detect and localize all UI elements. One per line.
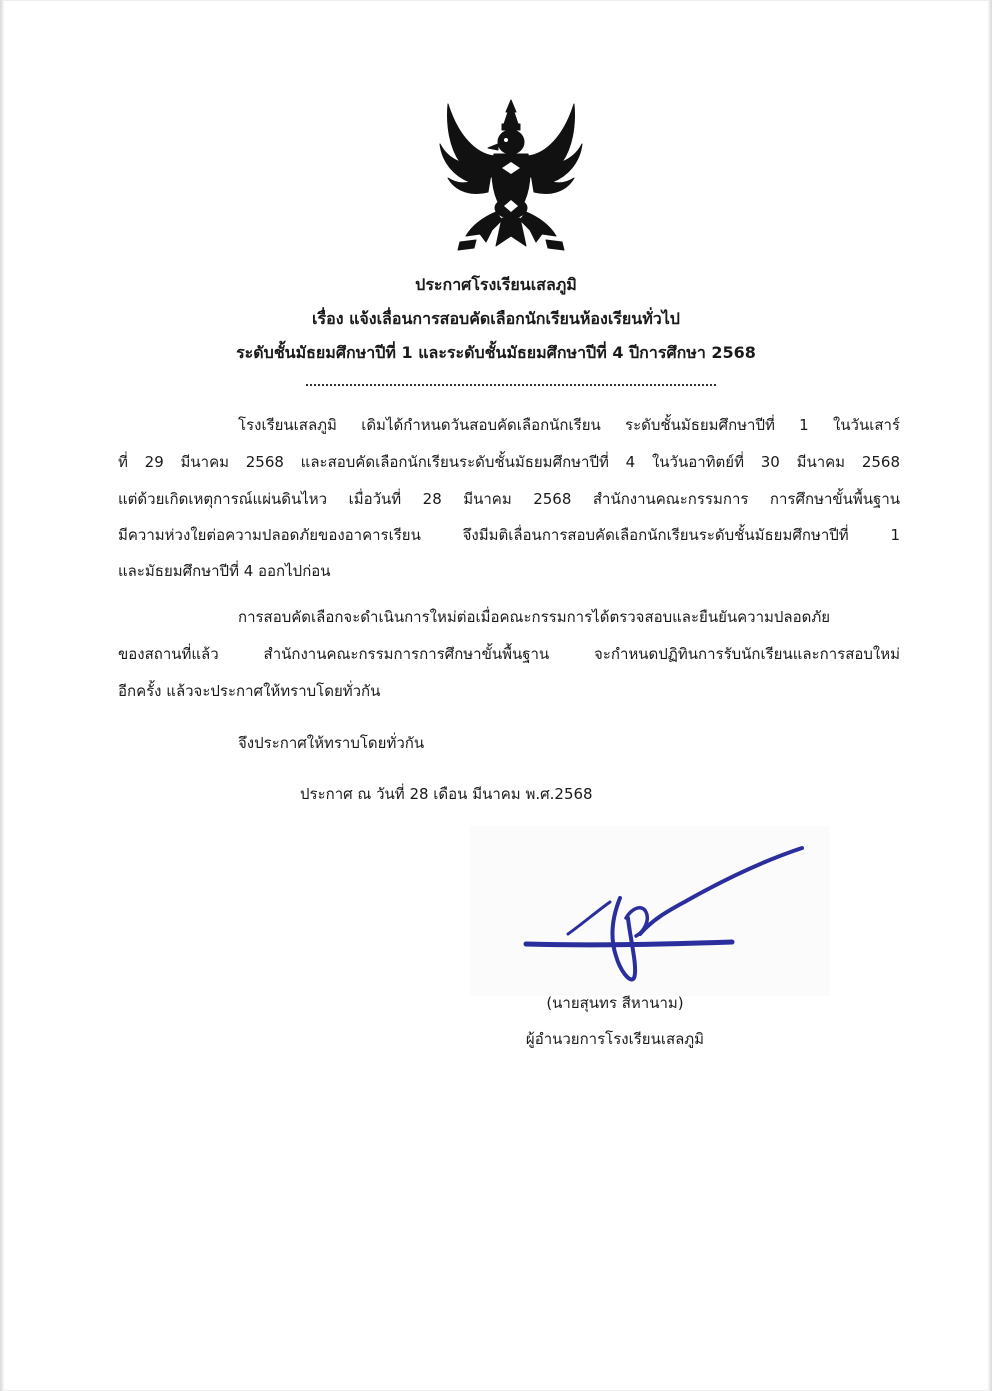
announcement-level: ระดับชั้นมัธยมศึกษาปีที่ 1 และระดับชั้นมัธยมศึกษาปีที่ 4 ปีการศึกษา 2568 [236, 343, 756, 362]
para1-line-1: โรงเรียนเสลภูมิ เดิมได้กำหนดวันสอบคัดเลือกนักเรียน ระดับชั้นมัธยมศึกษาปีที่ 1 ในวันเสาร์ [238, 416, 900, 434]
dotted-divider [306, 382, 716, 386]
announcement-subject: เรื่อง แจ้งเลื่อนการสอบคัดเลือกนักเรียนห้องเรียนทั่วไป [312, 309, 680, 328]
signature-image [520, 838, 820, 988]
signer-position: ผู้อำนวยการโรงเรียนเสลภูมิ [525, 1030, 705, 1048]
para1-line-4: มีความห่วงใยต่อความปลอดภัยของอาคารเรียน จึงมีมติเลื่อนการสอบคัดเลือกนักเรียนระดับชั้นมัธยมศึกษาปีที่ 1 [118, 526, 900, 544]
para1-line-2: ที่ 29 มีนาคม 2568 และสอบคัดเลือกนักเรียนระดับชั้นมัธยมศึกษาปีที่ 4 ในวันอาทิตย์ที่ 30 มีนาคม 2568 [118, 453, 900, 471]
garuda-emblem-icon [436, 96, 586, 258]
para2-line-1: การสอบคัดเลือกจะดำเนินการใหม่ต่อเมื่อคณะกรรมการได้ตรวจสอบและยืนยันความปลอดภัย [238, 608, 831, 626]
closing-line: จึงประกาศให้ทราบโดยทั่วกัน [238, 734, 425, 752]
announcement-date: ประกาศ ณ วันที่ 28 เดือน มีนาคม พ.ศ.2568 [300, 785, 593, 803]
para1-line-3: แต่ด้วยเกิดเหตุการณ์แผ่นดินไหว เมื่อวันที่ 28 มีนาคม 2568 สำนักงานคณะกรรมการ การศึกษาขั้นพื้นฐาน [118, 490, 900, 508]
para2-line-2: ของสถานที่แล้ว สำนักงานคณะกรรมการการศึกษาขั้นพื้นฐาน จะกำหนดปฏิทินการรับนักเรียนและการสอบใหม่ [118, 645, 900, 663]
signer-name: (นายสุนทร สีหานาม) [546, 994, 684, 1012]
para1-line-5: และมัธยมศึกษาปีที่ 4 ออกไปก่อน [118, 562, 331, 580]
page-edge-right [988, 0, 992, 1391]
para2-line-3: อีกครั้ง แล้วจะประกาศให้ทราบโดยทั่วกัน [118, 682, 381, 700]
page-edge-left [0, 0, 4, 1391]
announcement-title: ประกาศโรงเรียนเสลภูมิ [415, 275, 577, 294]
